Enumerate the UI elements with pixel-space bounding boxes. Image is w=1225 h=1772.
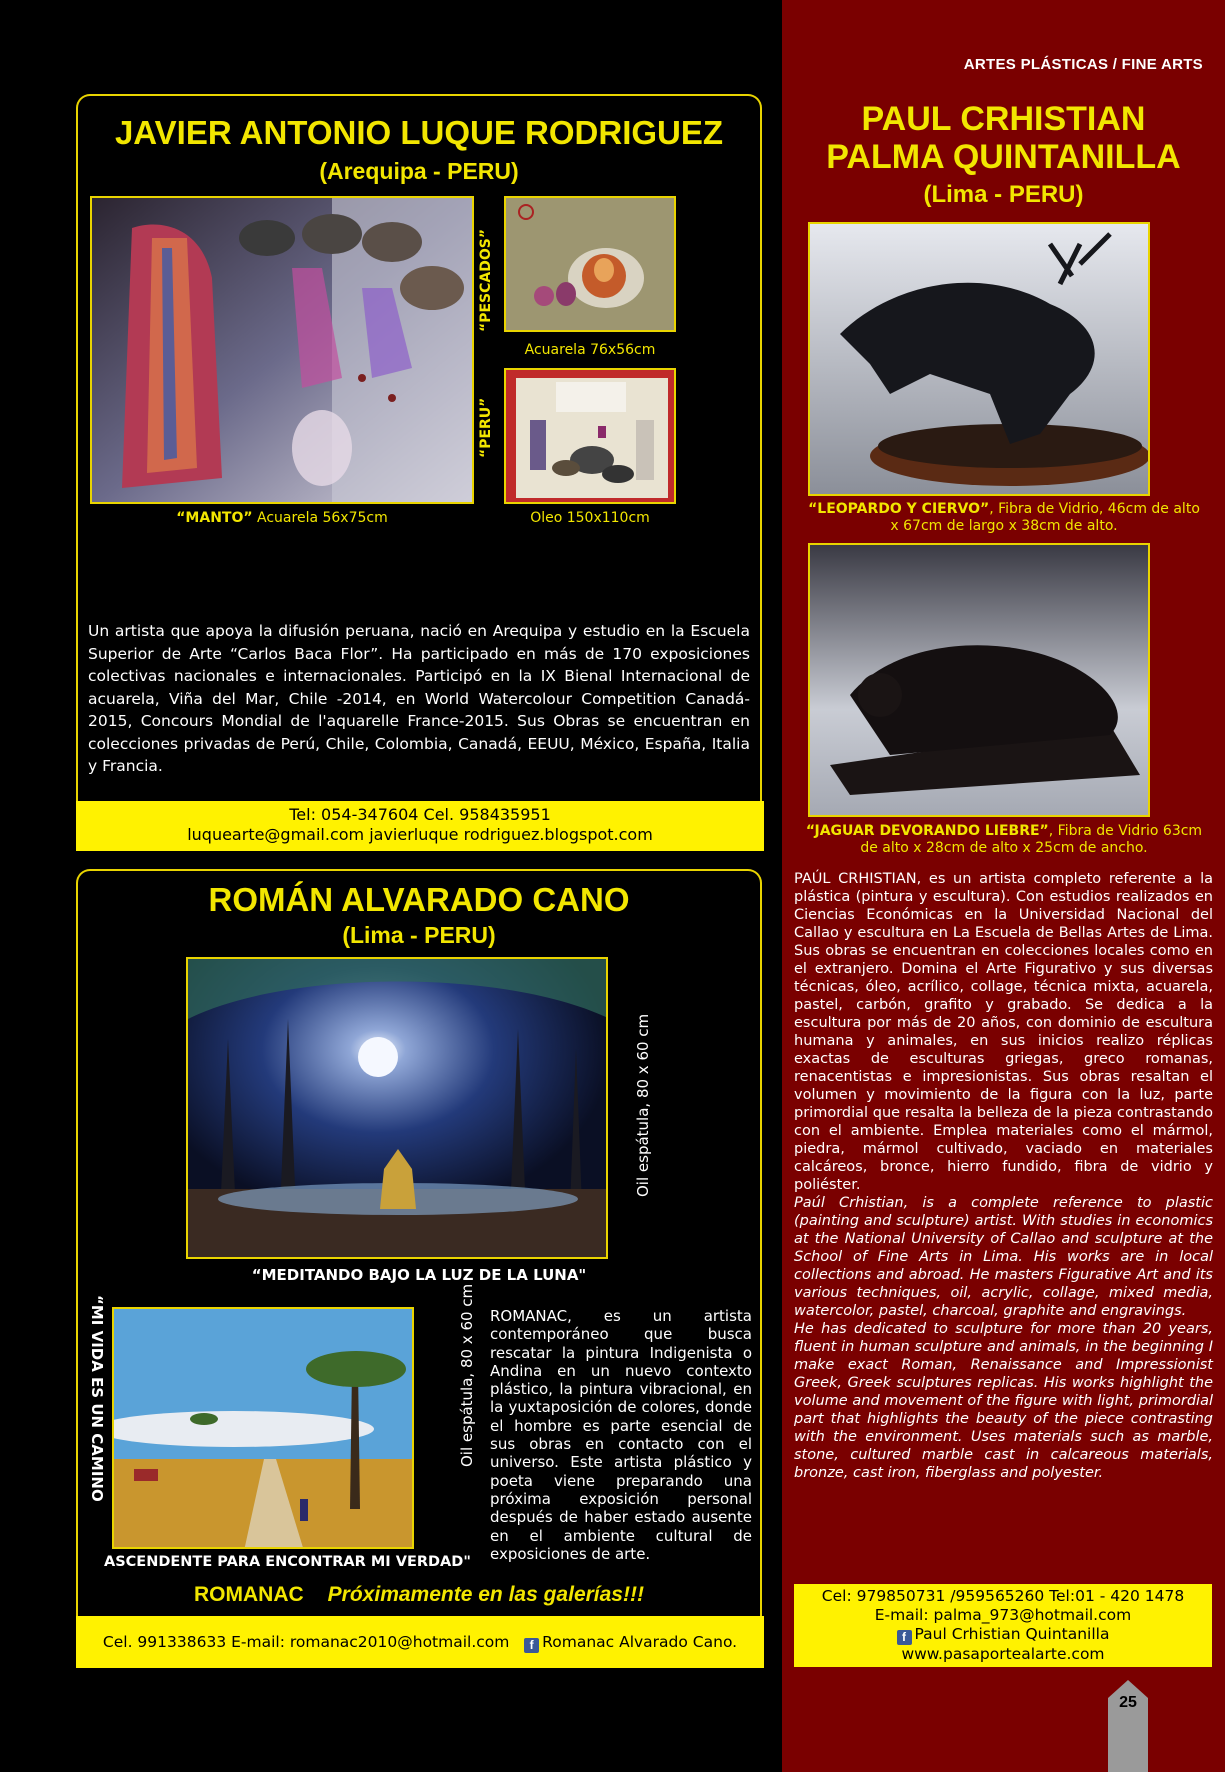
title-pescados: “PESCADOS” (478, 228, 494, 332)
right-column (782, 0, 1225, 1772)
caption-leopardo: “LEOPARDO Y CIERVO”, Fibra de Vidrio, 46cm de alto x 67cm de largo x 38cm de alto. (808, 501, 1200, 534)
contact-web: luquearte@gmail.com javierluque rodriguez.blogspot.com (187, 825, 653, 844)
painting-manto (90, 196, 474, 504)
title-meditando: “MEDITANDO BAJO LA LUZ DE LA LUNA" (251, 1266, 587, 1284)
artist-name-line2: PALMA QUINTANILLA (826, 138, 1181, 176)
facebook-name: Paul Crhistian Quintanilla (914, 1625, 1110, 1643)
title-mi-vida-cont: ASCENDENTE PARA ENCONTRAR MI VERDAD" (104, 1554, 471, 1570)
artist-location: (Lima - PERU) (342, 922, 496, 948)
facebook-icon: f (897, 1630, 912, 1645)
contact-email: E-mail: palma_973@hotmail.com (874, 1606, 1132, 1624)
artist-card-luque (76, 94, 762, 850)
painting-mi-vida (112, 1307, 414, 1549)
contact-box (76, 1616, 764, 1668)
artist-name-line1: PAUL CRHISTIAN (861, 100, 1146, 138)
caption-peru: Oleo 150x110cm (530, 510, 650, 526)
bio-english-1: Paúl Crhistian, is a complete reference to plastic (painting and sculpture) artist. With studies in economics at the National University of Callao and sculpture at the School of Fine Arts in Lima. His works are in local collections and abroad. He masters Figurative Art and its various techniques, oil, acrylic, collage, mixed media, watercolor, pastel, charcoal, graphite and engravings. (794, 1195, 1213, 1319)
artist-name: ROMÁN ALVARADO CANO (208, 881, 630, 918)
facebook-name: Romanac Alvarado Cano. (542, 1633, 738, 1651)
contact-phone-email: Cel. 991338633 E-mail: romanac2010@hotmail.com (102, 1633, 510, 1651)
caption-manto: “MANTO” Acuarela 56x75cm (176, 510, 388, 526)
contact-box (76, 801, 764, 851)
artist-location: (Lima - PERU) (923, 181, 1084, 208)
bio-spanish: PAÚL CRHISTIAN, es un artista completo referente a la plástica (pintura y escultura). Con estudios realizados en Ciencias Económicas en la Universidad Nacional del Callao y escultura en La Escuela de Bellas Artes de Lima. Sus obras se encuentran en colecciones locales como en el extranjero. Domina el Arte Figurativo y sus diversas técnicas, óleo, acrílico, collage, técnica mixta, acuarela, pastel, carbón, grafito y grabado. Se dedica a la escultura por más de 20 años, con dominio de escultura humana y animales, en sus inicios realizo réplicas exactas de esculturas griegas, greco romanas, renacentistas e impresionistas. Sus obras resaltan el volumen y movimiento de la figura con la luz, parte primordial que resalta la belleza de la pieza contrastando con el ambiente. Emplea materiales como el mármol, piedra, mármol cultivado, vaciado en materiales calcáreos, bronce, hierro fundido, fibra de vidrio y poliéster. (794, 871, 1213, 1193)
caption-pescados: Acuarela 76x56cm (524, 342, 656, 358)
slogan (78, 1583, 760, 1607)
slogan-name: ROMANAC (194, 1583, 304, 1606)
artist-bio: Un artista que apoya la difusión peruana, nació en Arequipa y estudio en la Escuela Superior de Arte “Carlos Baca Flor”. Ha participado en más de 170 exposiciones colectivas nacionales e internacionales. Participó en la IX Bienal Internacional de acuarela, Viña del Mar, Chile -2014, en World Watercolour Competition Canadá- 2015, Concours Mondial de l'aquarelle France-2015. Sus Obras se encuentran en colecciones privadas de Perú, Chile, Colombia, Canadá, EEUU, México, España, Italia y Francia. (88, 622, 750, 775)
artist-card-alvarado (76, 869, 762, 1665)
detail-meditando: Oil espátula, 80 x 60 cm (634, 1013, 652, 1197)
caption-jaguar: “JAGUAR DEVORANDO LIEBRE”, Fibra de Vidrio 63cm de alto x 28cm de alto x 25cm de ancho. (805, 823, 1203, 856)
painting-pescados (504, 196, 676, 332)
artist-name: JAVIER ANTONIO LUQUE RODRIGUEZ (114, 114, 724, 151)
facebook-icon: f (524, 1638, 539, 1653)
section-label: ARTES PLÁSTICAS / FINE ARTS (963, 56, 1203, 73)
slogan-text: Próximamente en las galerías!!! (327, 1583, 644, 1606)
page-number: 25 (1119, 1694, 1137, 1711)
contact-phone: Cel: 979850731 /959565260 Tel:01 - 420 1478 (821, 1587, 1185, 1605)
title-mi-vida: “MI VIDA ES UN CAMINO (88, 1295, 106, 1502)
title-peru: “PERU” (478, 397, 494, 458)
contact-phone: Tel: 054-347604 Cel. 958435951 (289, 805, 551, 824)
detail-mi-vida: Oil espátula, 80 x 60 cm (458, 1283, 476, 1467)
artist-bio: ROMANAC, es un artista contemporáneo que busca rescatar la pintura Indigenista o Andina en un nuevo contexto plástico, la pintura vibracional, en la yuxtaposición de colores, donde el hombre es parte esencial de sus obras en contacto con el universo. Este artista plástico y poeta viene preparando una próxima exposición personal después de haber estado ausente en el ambiente cultural de exposiciones de arte. (490, 1307, 752, 1563)
painting-meditando (186, 957, 608, 1259)
bio-english-2: He has dedicated to sculpture for more than 20 years, fluent in human sculpture and animals, in the beginning I make exact Roman, Renaissance and Impressionist Greek, Greek sculptures replicas. His works highlight the volume and movement of the figure with light, primordial part that highlights the beauty of the piece contrasting with the environment. Uses materials such as marble, stone, cultured marble cast in calcareous materials, bronze, cast iron, fiberglass and polyester. (794, 1321, 1213, 1481)
artist-location: (Arequipa - PERU) (319, 158, 519, 184)
contact-website: www.pasaportealarte.com (901, 1645, 1105, 1663)
painting-peru (504, 368, 676, 504)
